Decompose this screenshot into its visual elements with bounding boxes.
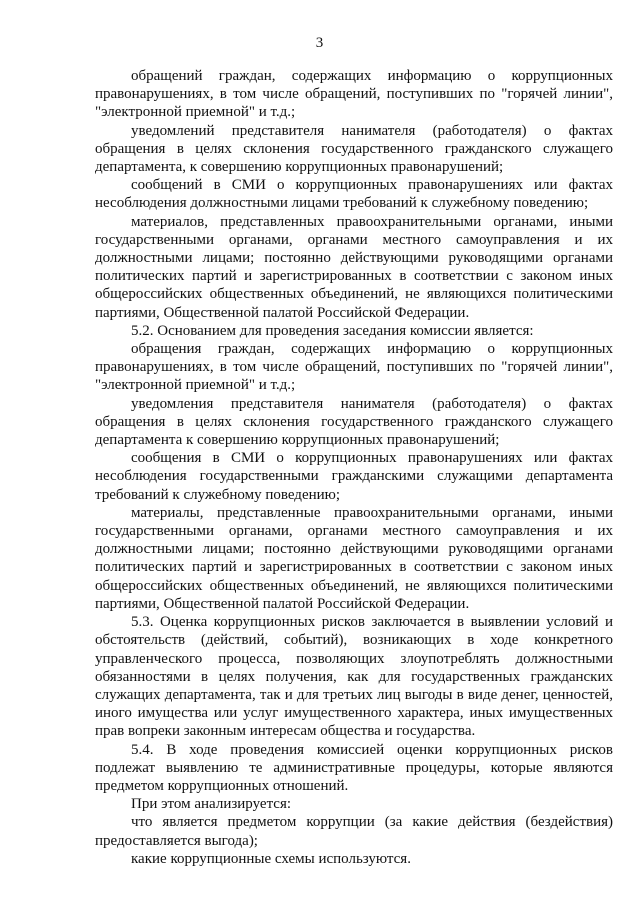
paragraph-agency-materials: материалов, представленных правоохранительными органами, иными государственными органами, органами местного самоуправления и их должностными лицами; постоянно действующими руководящими органами политических партий и зарегистрированных в соответствии с законом иных общероссийских общественных объединений, не являющихся политическими партиями, Общественной палатой Российской Федерации. [95,213,613,321]
paragraph-analysis-schemes: какие коррупционные схемы используются. [131,850,411,867]
document-body [95,67,613,868]
section-5-4: 5.4. В ходе проведения комиссией оценки коррупционных рисков подлежат выявлению те административные процедуры, которые являются предметом коррупционных отношений. [95,741,613,794]
paragraph-employer-notifications-2: уведомления представителя нанимателя (работодателя) о фактах обращения в целях склонения государственного гражданского служащего департамента к совершению коррупционных правонарушений; [95,395,613,449]
section-5-2-heading: 5.2. Основанием для проведения заседания комиссии является: [131,322,534,339]
paragraph-media-reports-2: сообщения в СМИ о коррупционных правонарушениях или фактах несоблюдения государственными гражданскими служащими департамента требований к служебному поведению; [95,450,613,503]
paragraph-analysis-intro: При этом анализируется: [131,796,292,813]
paragraph-citizen-appeals-2: обращения граждан, содержащих информацию о коррупционных правонарушениях, в том числе обращений, поступивших по "горячей линии", "электронной приемной" и т.д.; [95,341,613,394]
paragraph-media-reports: сообщений в СМИ о коррупционных правонарушениях или фактах несоблюдения должностными лицами требований к служебному поведению; [95,177,613,212]
paragraph-employer-notifications: уведомлений представителя нанимателя (работодателя) о фактах обращения в целях склонения государственного гражданского служащего департамента, к совершению коррупционных правонарушений; [95,122,613,176]
paragraph-agency-materials-2: материалы, представленные правоохранительными органами, иными государственными органами, органами местного самоуправления и их должностными лицами; постоянно действующими руководящими органами политических партий и зарегистрированных в соответствии с законом иных общероссийских общественных объединений, не являющихся политическими партиями, Общественной палатой Российской Федерации. [95,504,613,612]
paragraph-citizen-appeals: обращений граждан, содержащих информацию о коррупционных правонарушениях, в том числе обращений, поступивших по "горячей линии", "электронной приемной" и т.д.; [95,68,613,121]
page-number: 3 [315,35,324,51]
section-5-3: 5.3. Оценка коррупционных рисков заключается в выявлении условий и обстоятельств (действий, событий), возникающих в ходе конкретного управленческого процесса, позволяющих злоупотреблять должностными обязанностями в целях получения, как для государственных гражданских служащих департамента, так и для третьих лиц выгоды в виде денег, ценностей, иного имущества или услуг имущественного характера, иных имущественных прав вопреки законным интересам общества и государства. [95,614,613,740]
paragraph-analysis-subject: что является предметом коррупции (за какие действия (бездействия) предоставляется выгода); [95,814,613,849]
